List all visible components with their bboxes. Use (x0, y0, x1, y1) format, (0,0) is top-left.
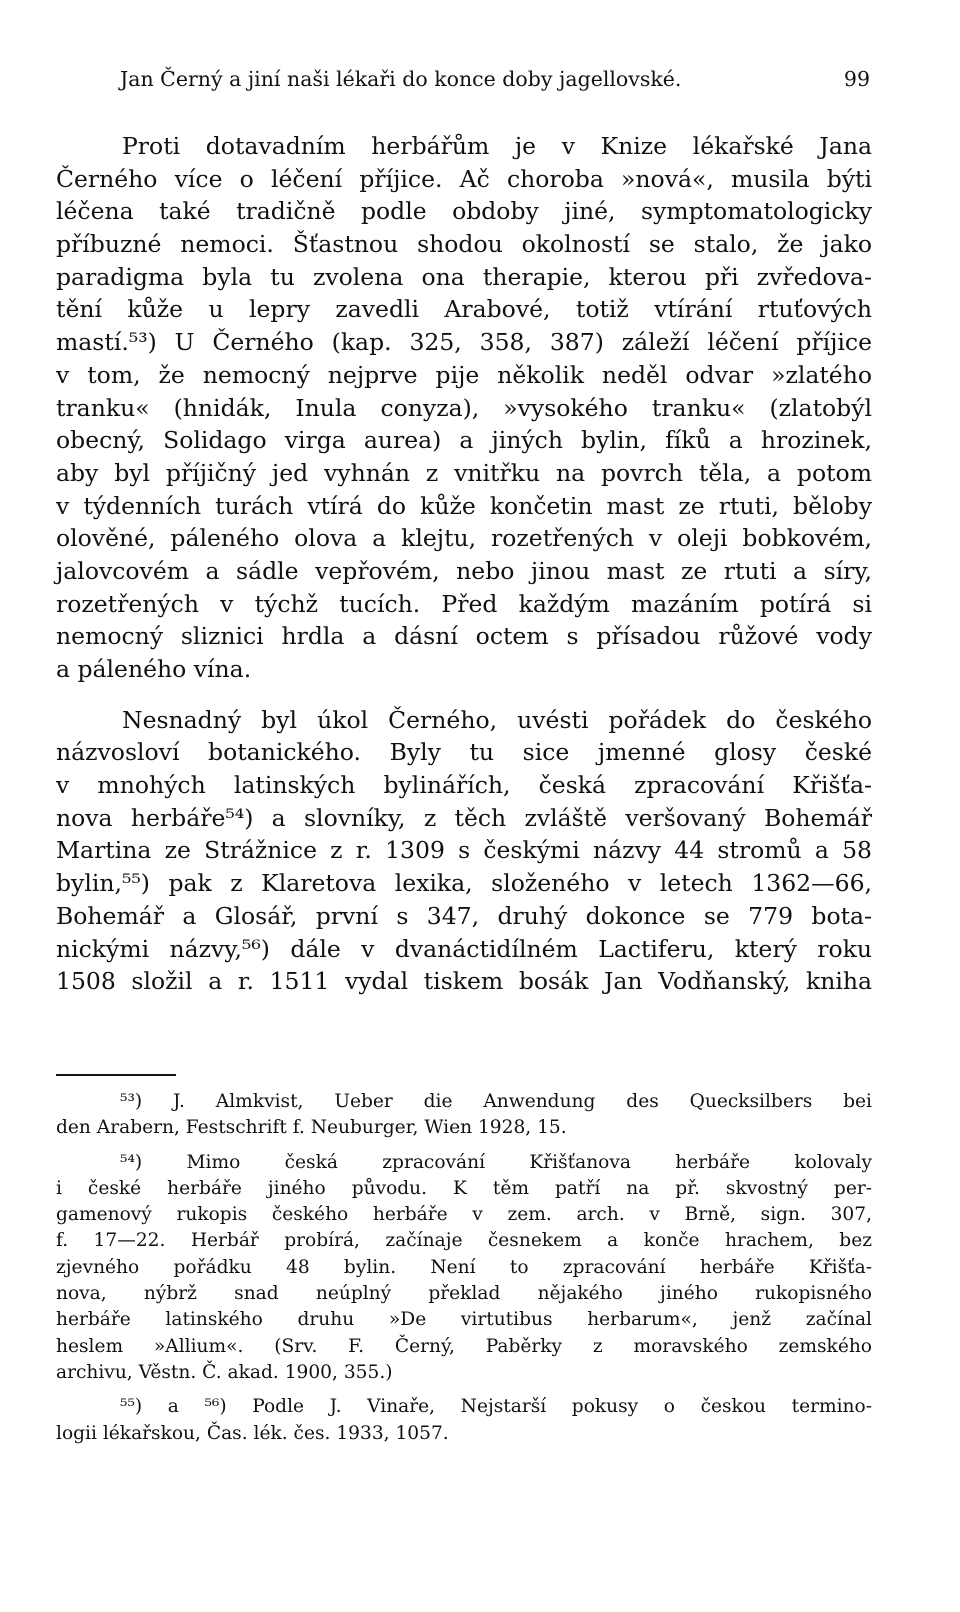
text-line: 1508 složil a r. 1511 vydal tiskem bosák Jan Vodňanský, kniha (56, 967, 872, 996)
text-line: příbuzné nemoci. Šťastnou shodou okolností se stalo, že jako (56, 230, 872, 259)
text-line: Martina ze Strážnice z r. 1309 s českými názvy 44 stromů a 58 (56, 836, 872, 865)
footnote-gap (56, 1142, 872, 1150)
footnote-line: ⁵⁵) a ⁵⁶) Podle J. Vinaře, Nejstarší pokusy o českou termino- (120, 1396, 872, 1418)
footnote-54 (56, 1150, 872, 1387)
footnote-gap (56, 1386, 872, 1394)
footnote-line: zjevného pořádku 48 bylin. Není to zpracování herbáře Křišťa- (56, 1256, 872, 1278)
text-line: tění kůže u lepry zavedli Arabové, totiž vtírání rtuťových (56, 295, 872, 324)
paragraph (56, 130, 872, 686)
text-line: tranku« (hnidák, Inula conyza), »vysokého tranku« (zlatobýl (56, 393, 872, 422)
text-line: rozetřených v týchž tucích. Před každým mazáním potírá si (56, 589, 872, 618)
footnote-line: heslem »Allium«. (Srv. F. Černý, Paběrky z moravského zemského (56, 1335, 872, 1357)
text-line: nova herbáře⁵⁴) a slovníky, z těch zvláště veršovaný Bohemář (56, 803, 872, 832)
text-line: nickými názvy,⁵⁶) dále v dvanáctidílném Lactiferu, který roku (56, 934, 872, 963)
book-page (56, 0, 872, 1612)
footnote-line: archivu, Věstn. Č. akad. 1900, 355.) (56, 1361, 393, 1383)
text-line: paradigma byla tu zvolena ona therapie, kterou při zvředova- (56, 262, 872, 291)
text-line: obecný, Solidago virga aurea) a jiných bylin, fíků a hrozinek, (56, 426, 872, 455)
page-number: 99 (843, 67, 870, 91)
text-line: mastí.⁵³) U Černého (kap. 325, 358, 387) záleží léčení příjice (56, 328, 872, 357)
text-line: Nesnadný byl úkol Černého, uvésti pořádek do českého (122, 705, 872, 734)
text-line: v týdenních turách vtírá do kůže končetin mast ze rtuti, běloby (56, 491, 872, 520)
running-title: Jan Černý a jiní naši lékaři do konce doby jagellovské. (120, 67, 682, 91)
text-line: a páleného vína. (56, 655, 252, 683)
footnote-line: ⁵⁴) Mimo česká zpracování Křišťanova herbáře kolovaly (120, 1151, 872, 1173)
text-line: nemocný sliznici hrdla a dásní octem s přísadou růžové vody (56, 622, 872, 651)
footnote-line: ⁵³) J. Almkvist, Ueber die Anwendung des Quecksilbers bei (120, 1091, 872, 1112)
footnote-line: nova, nýbrž snad neúplný překlad nějakého jiného rukopisného (56, 1283, 872, 1305)
main-text (56, 130, 872, 998)
text-line: olověné, páleného olova a klejtu, rozetřených v oleji bobkovém, (56, 524, 872, 553)
text-line: jalovcovém a sádle vepřovém, nebo jinou mast ze rtuti a síry, (56, 556, 872, 585)
footnote-53 (56, 1089, 872, 1142)
footnote-rule (56, 1074, 176, 1076)
running-head (56, 64, 872, 94)
paragraph-gap (56, 686, 872, 704)
paragraph (56, 704, 872, 998)
text-line: názvosloví botanického. Byly tu sice jmenné glosy české (56, 738, 872, 767)
footnote-55-56 (56, 1394, 872, 1447)
footnotes (56, 1089, 872, 1447)
text-line: v tom, že nemocný nejprve pije několik neděl odvar »zlatého (56, 360, 872, 389)
text-line: v mnohých latinských bylinářích, česká zpracování Křišťa- (56, 771, 872, 800)
text-line: Proti dotavadním herbářům je v Knize lékařské Jana (122, 132, 872, 160)
text-line: léčena také tradičně podle obdoby jiné, symptomatologicky (56, 197, 872, 226)
footnote-line: logii lékařskou, Čas. lék. čes. 1933, 1057. (56, 1422, 449, 1444)
text-line: Bohemář a Glosář, první s 347, druhý dokonce se 779 bota- (56, 901, 872, 930)
footnote-line: herbáře latinského druhu »De virtutibus herbarum«, jenž začínal (56, 1309, 872, 1331)
text-line: Černého více o léčení příjice. Ač choroba »nová«, musila býti (56, 164, 872, 193)
text-line: aby byl příjičný jed vyhnán z vnitřku na povrch těla, a potom (56, 458, 872, 487)
footnote-line: i české herbáře jiného původu. K těm patří na př. skvostný per- (56, 1177, 872, 1199)
footnote-line: gamenový rukopis českého herbáře v zem. arch. v Brně, sign. 307, (56, 1204, 872, 1226)
footnote-line: den Arabern, Festschrift f. Neuburger, Wien 1928, 15. (56, 1117, 567, 1139)
footnote-line: f. 17—22. Herbář probírá, začínaje česnekem a konče hrachem, bez (56, 1230, 872, 1252)
text-line: bylin,⁵⁵) pak z Klaretova lexika, složeného v letech 1362—66, (56, 869, 872, 898)
